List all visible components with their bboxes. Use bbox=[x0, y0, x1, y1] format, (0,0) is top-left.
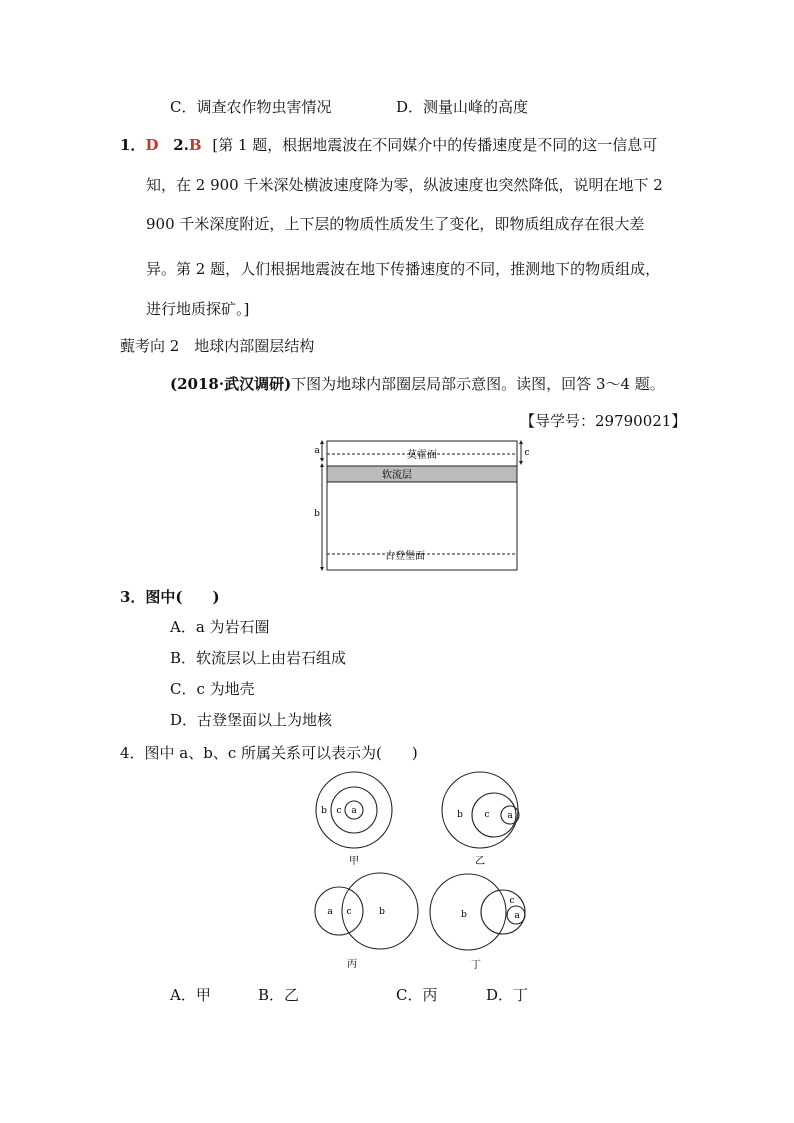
intro-text bbox=[170, 373, 665, 394]
caption-bing: 丙 bbox=[347, 959, 357, 970]
answer-2: B bbox=[188, 136, 202, 154]
intro-source: (2018·武汉调研) bbox=[170, 375, 292, 393]
caption-ding: 丁 bbox=[471, 960, 481, 971]
gutenberg-label: 古登堡面 bbox=[385, 551, 425, 562]
answer-line-1 bbox=[120, 134, 657, 155]
answer-number-2: 2. bbox=[173, 136, 189, 154]
label-b: b bbox=[461, 910, 467, 920]
q4-option-a: A．甲 bbox=[170, 986, 211, 1004]
label-c: c bbox=[484, 810, 490, 820]
explanation-line: [第 1 题，根据地震波在不同媒介中的传播速度是不同的这一信息可 bbox=[212, 136, 658, 154]
label-b: b bbox=[314, 509, 320, 519]
q4-stem: 4．图中 a、b、c 所属关系可以表示为( ) bbox=[120, 744, 418, 762]
label-a: a bbox=[507, 811, 513, 821]
q4-option-b: B．乙 bbox=[258, 986, 300, 1004]
figure-bing bbox=[312, 870, 422, 976]
answer-1: D bbox=[145, 136, 159, 154]
q3-option-b: B．软流层以上由岩石组成 bbox=[170, 649, 347, 667]
q3-option-a: A．a 为岩石圈 bbox=[170, 618, 270, 636]
q3-option-d: D．古登堡面以上为地核 bbox=[170, 711, 333, 729]
caption-jia: 甲 bbox=[349, 856, 359, 867]
explanation-line: 知，在 2 900 千米深处横波速度降为零，纵波速度也突然降低，说明在地下 2 bbox=[146, 176, 663, 194]
explanation-line: 进行地质探矿。] bbox=[146, 300, 250, 318]
explanation-line: 异。第 2 题，人们根据地震波在地下传播速度的不同，推测地下的物质组成， bbox=[146, 260, 661, 278]
label-b: b bbox=[457, 810, 463, 820]
label-a: a bbox=[314, 446, 320, 456]
label-c: c bbox=[336, 806, 342, 816]
label-a: a bbox=[351, 806, 357, 816]
q3-stem: 3．图中( ) bbox=[120, 588, 220, 606]
label-a: a bbox=[514, 911, 520, 921]
option-d-prev: D．测量山峰的高度 bbox=[396, 98, 529, 116]
q4-option-c: C．丙 bbox=[396, 986, 438, 1004]
label-c: c bbox=[524, 448, 530, 458]
guide-number: 【导学号：29790021】 bbox=[520, 412, 687, 430]
caption-yi: 乙 bbox=[475, 856, 485, 867]
figure-ding bbox=[428, 872, 532, 978]
explanation-line: 900 千米深度附近，上下层的物质性质发生了变化，即物质组成存在很大差 bbox=[146, 215, 645, 233]
moho-label: 莫霍面 bbox=[407, 450, 437, 461]
label-b: b bbox=[321, 806, 327, 816]
option-c-prev: C．调查农作物虫害情况 bbox=[170, 98, 332, 116]
label-c: c bbox=[509, 896, 515, 906]
figure-jia bbox=[312, 770, 396, 870]
asthenosphere-label: 软流层 bbox=[382, 470, 412, 481]
intro-body: 下图为地球内部圈层局部示意图。读图，回答 3～4 题。 bbox=[291, 375, 665, 393]
q4-option-d: D．丁 bbox=[486, 986, 529, 1004]
label-a: a bbox=[327, 907, 333, 917]
label-b: b bbox=[379, 907, 385, 917]
earth-layers-diagram bbox=[305, 436, 535, 576]
label-c: c bbox=[346, 907, 352, 917]
q3-option-c: C．c 为地壳 bbox=[170, 680, 255, 698]
section-heading: 薽考向 2 地球内部圈层结构 bbox=[120, 337, 315, 355]
answer-number-1: 1． bbox=[120, 136, 146, 154]
asthenosphere-band bbox=[327, 466, 517, 482]
figure-yi bbox=[438, 770, 522, 870]
